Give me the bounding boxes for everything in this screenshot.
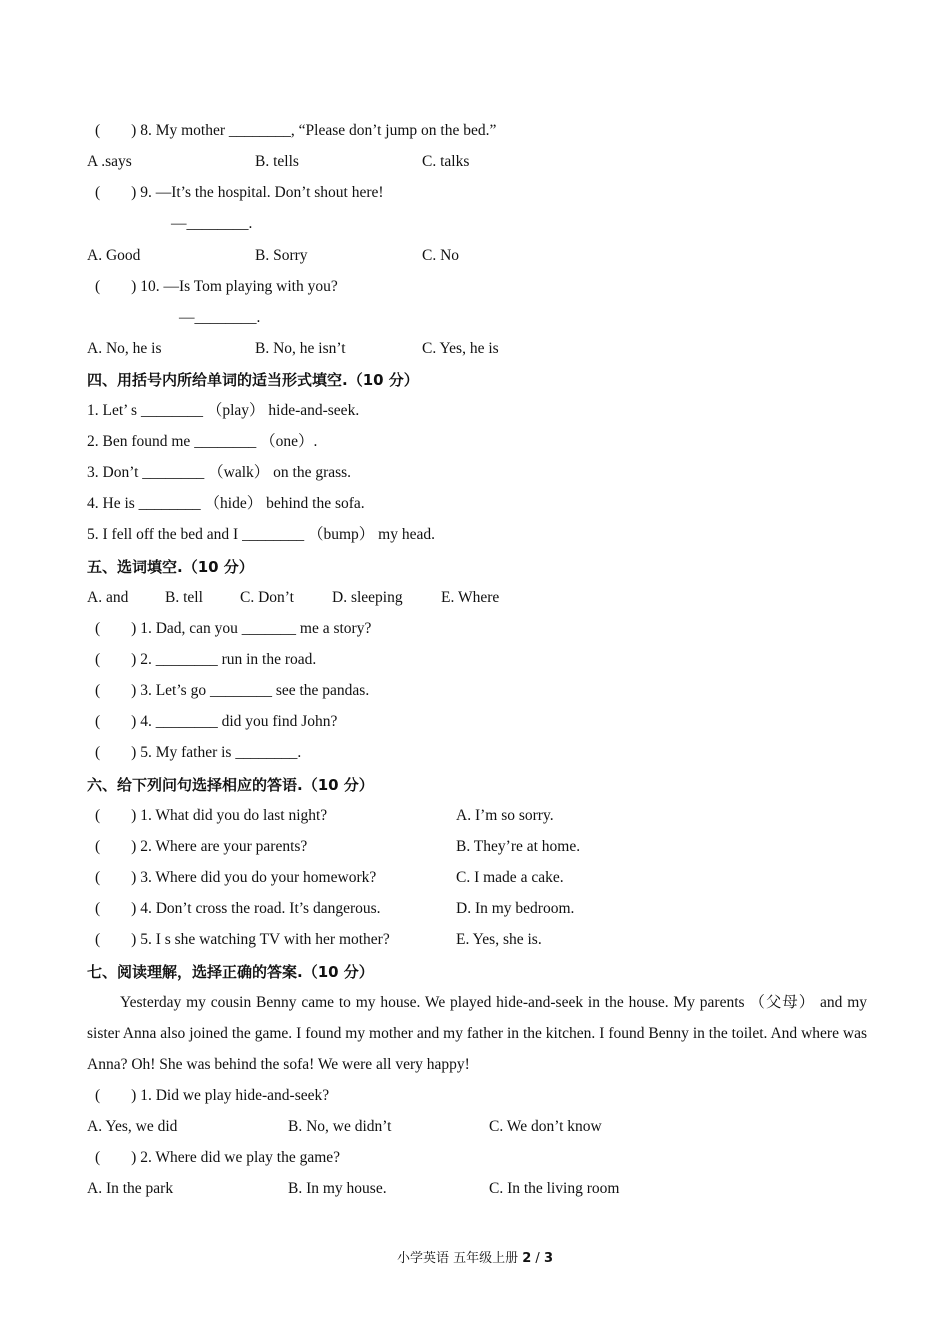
page-separator: / bbox=[531, 1251, 544, 1266]
q9-option-b: B. Sorry bbox=[255, 247, 308, 264]
p6-answer-e: E. Yes, she is. bbox=[456, 931, 542, 948]
p5-item-4: ( ) 4. ________ did you find John? bbox=[95, 713, 338, 730]
section-7-heading: 七、阅读理解，选择正确的答案.（10 分） bbox=[87, 963, 374, 981]
page-number: 2 bbox=[522, 1251, 532, 1266]
p5-option-b: B. tell bbox=[165, 589, 203, 606]
q8-option-c: C. talks bbox=[422, 153, 470, 170]
page-footer bbox=[0, 1247, 950, 1266]
question-10: ( ) 10. —Is Tom playing with you? bbox=[95, 278, 338, 295]
question-10-reply: —________. bbox=[179, 309, 261, 326]
p6-answer-b: B. They’re at home. bbox=[456, 838, 581, 855]
p4-item-4: 4. He is ________ （hide） behind the sofa. bbox=[87, 495, 365, 512]
question-9-reply: —________. bbox=[171, 215, 253, 232]
p7-q1-option-b: B. No, we didn’t bbox=[288, 1118, 392, 1135]
q10-option-b: B. No, he isn’t bbox=[255, 340, 346, 357]
p6-answer-a: A. I’m so sorry. bbox=[456, 807, 554, 824]
p4-item-5: 5. I fell off the bed and I ________ （bump） my head. bbox=[87, 526, 435, 543]
p5-option-e: E. Where bbox=[441, 589, 500, 606]
p6-answer-d: D. In my bedroom. bbox=[456, 900, 575, 917]
section-5-heading: 五、选词填空.（10 分） bbox=[87, 558, 254, 576]
page-total: 3 bbox=[543, 1251, 553, 1266]
p6-question-5: ( ) 5. I s she watching TV with her mother? bbox=[95, 931, 390, 948]
p5-item-2: ( ) 2. ________ run in the road. bbox=[95, 651, 317, 668]
question-8: ( ) 8. My mother ________, “Please don’t jump on the bed.” bbox=[95, 122, 497, 139]
p5-item-3: ( ) 3. Let’s go ________ see the pandas. bbox=[95, 682, 370, 699]
q9-option-a: A. Good bbox=[87, 247, 141, 264]
q8-option-a: A .says bbox=[87, 153, 132, 170]
p7-q1-option-a: A. Yes, we did bbox=[87, 1118, 178, 1135]
p6-question-2: ( ) 2. Where are your parents? bbox=[95, 838, 308, 855]
p5-option-a: A. and bbox=[87, 589, 129, 606]
p6-question-1: ( ) 1. What did you do last night? bbox=[95, 807, 328, 824]
p6-question-3: ( ) 3. Where did you do your homework? bbox=[95, 869, 377, 886]
p7-q2-option-b: B. In my house. bbox=[288, 1180, 387, 1197]
q10-option-c: C. Yes, he is bbox=[422, 340, 499, 357]
p7-q1-option-c: C. We don’t know bbox=[489, 1118, 602, 1135]
section-4-heading: 四、用括号内所给单词的适当形式填空.（10 分） bbox=[87, 371, 419, 389]
question-9: ( ) 9. —It’s the hospital. Don’t shout here! bbox=[95, 184, 384, 201]
p6-question-4: ( ) 4. Don’t cross the road. It’s dangerous. bbox=[95, 900, 381, 917]
p4-item-1: 1. Let’ s ________ （play） hide-and-seek. bbox=[87, 402, 360, 419]
p7-q2-option-a: A. In the park bbox=[87, 1180, 174, 1197]
p6-answer-c: C. I made a cake. bbox=[456, 869, 564, 886]
p4-item-2: 2. Ben found me ________ （one）. bbox=[87, 433, 318, 450]
section-6-heading: 六、给下列问句选择相应的答语.（10 分） bbox=[87, 776, 374, 794]
q9-option-c: C. No bbox=[422, 247, 460, 264]
p5-option-d: D. sleeping bbox=[332, 589, 403, 606]
p7-question-2: ( ) 2. Where did we play the game? bbox=[95, 1149, 341, 1166]
q8-option-b: B. tells bbox=[255, 153, 299, 170]
footer-text: 小学英语 五年级上册 bbox=[396, 1251, 523, 1266]
reading-passage: Yesterday my cousin Benny came to my house. We played hide-and-seek in the house. My parents （父母） and my sister Anna also joined the game. I found my mother and my father in the kitchen. I found Benny in the toilet. And where was Anna? Oh! She was behind the sofa! We were all very happy! bbox=[87, 994, 867, 1073]
p4-item-3: 3. Don’t ________ （walk） on the grass. bbox=[87, 464, 352, 481]
p7-q2-option-c: C. In the living room bbox=[489, 1180, 620, 1197]
p5-option-c: C. Don’t bbox=[240, 589, 294, 606]
q10-option-a: A. No, he is bbox=[87, 340, 162, 357]
p7-question-1: ( ) 1. Did we play hide-and-seek? bbox=[95, 1087, 330, 1104]
p5-item-1: ( ) 1. Dad, can you _______ me a story? bbox=[95, 620, 372, 637]
p5-item-5: ( ) 5. My father is ________. bbox=[95, 744, 302, 761]
